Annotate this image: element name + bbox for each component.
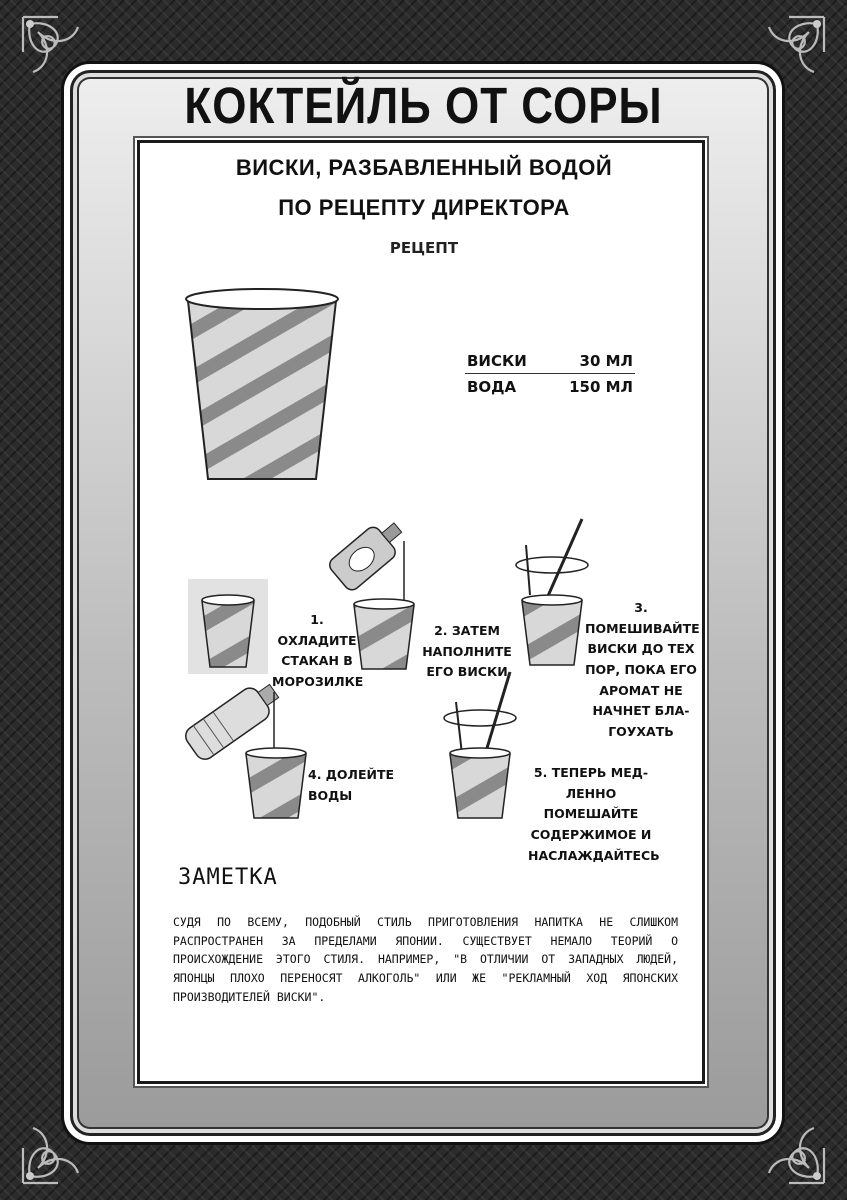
note-body: СУДЯ ПО ВСЕМУ, ПОДОБНЫЙ СТИЛЬ ПРИГОТОВЛЕНИЯ НАПИТКА НЕ СЛИШКОМ РАСПРОСТРАНЕН ЗА ПРЕДЕЛАМИ ЯПОНИИ. СУЩЕСТВУЕТ НЕМАЛО ТЕОРИЙ О ПРОИСХОЖДЕНИЕ ЭТОГО СТИЛЯ. НАПРИМЕР, "В ОТЛИЧИИ ОТ ЗАПАДНЫХ ЛЮДЕЙ, ЯПОНЦЫ ПЛОХО ПЕРЕНОСЯТ АЛКОГОЛЬ" ИЛИ ЖЕ "РЕКЛАМНЫЙ ХОД ЯПОНСКИХ ПРОИЗВОДИТЕЛЕЙ ВИСКИ". (173, 915, 678, 1004)
recipe-panel (137, 140, 705, 1084)
ingredient-row (465, 348, 635, 373)
step-4-text: 4. ДОЛЕЙТЕ ВОДЫ (308, 767, 395, 803)
recipe-label: РЕЦЕПТ (389, 239, 459, 257)
step-3-text: 3. ПОМЕШИВАЙТЕ ВИСКИ ДО ТЕХ ПОР, ПОКА ЕГО АРОМАТ НЕ НАЧНЕТ БЛА- ГОУХАТЬ (585, 600, 700, 739)
ingredient-name: ВИСКИ (467, 352, 527, 370)
stirring-cup-icon (440, 668, 530, 823)
step-2-text: 2. ЗАТЕМ НАПОЛНИТЕ ЕГО ВИСКИ (422, 623, 512, 680)
page-title: КОКТЕЙЛЬ ОТ СОРЫ (184, 78, 663, 135)
note-heading: ЗАМЕТКА (178, 865, 278, 890)
ingredient-amount: 30 МЛ (579, 352, 633, 370)
ingredients-table (465, 348, 635, 399)
step-1-text: 1. ОХЛАДИТЕ СТАКАН В МОРОЗИЛКЕ (272, 612, 364, 689)
ingredient-amount: 150 МЛ (569, 378, 633, 396)
chilled-cup-icon (188, 579, 268, 674)
water-bottle-pour-icon (182, 678, 312, 828)
step-5-text: 5. ТЕПЕРЬ МЕД- ЛЕННО ПОМЕШАЙТЕ СОДЕРЖИМОЕ И НАСЛАЖДАЙТЕСЬ (528, 765, 660, 863)
recipe-title-line-2: ПО РЕЦЕПТУ ДИРЕКТОРА (278, 195, 570, 220)
paper-cup-icon (182, 283, 342, 483)
ingredient-row (465, 373, 635, 399)
stirring-cup-icon (512, 515, 592, 670)
ingredient-name: ВОДА (467, 378, 517, 396)
whisky-bottle-pour-icon (318, 521, 418, 676)
recipe-title-line-1: ВИСКИ, РАЗБАВЛЕННЫЙ ВОДОЙ (235, 155, 613, 180)
